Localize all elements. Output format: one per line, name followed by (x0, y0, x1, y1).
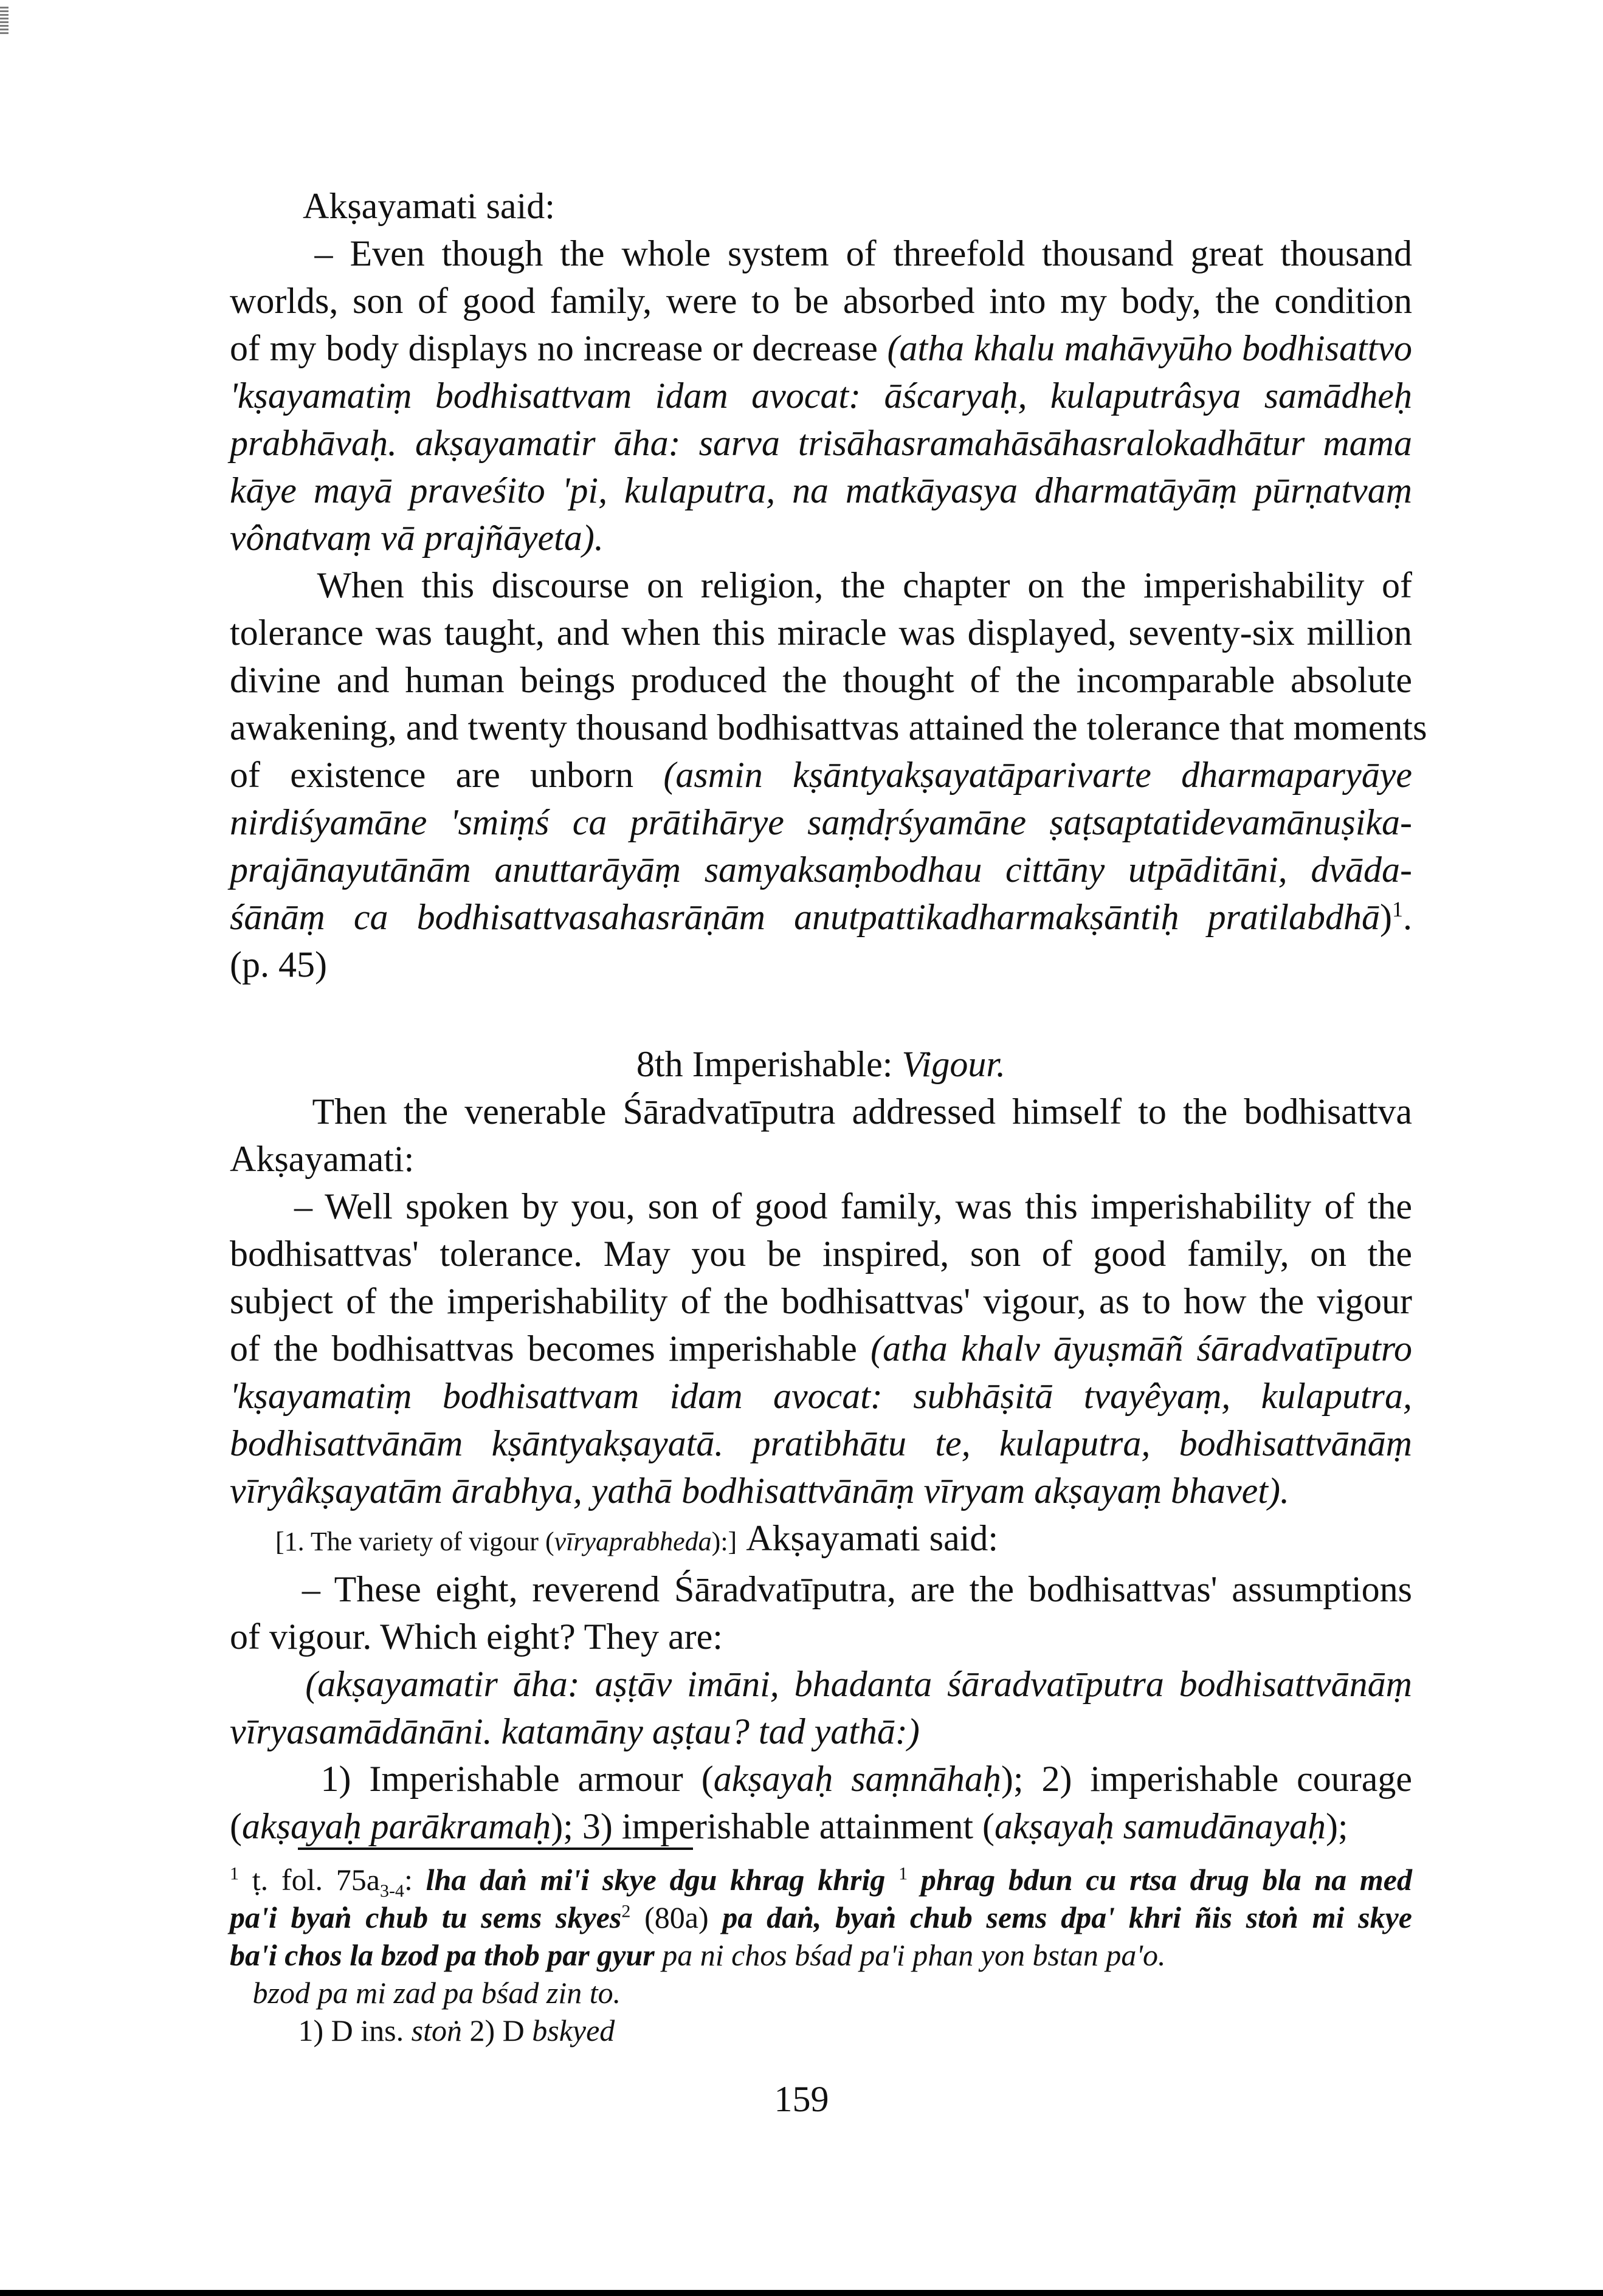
text-run: bodhisattvas' tolerance. May you be inspired, son of good family, on the (230, 1234, 1412, 1274)
text-run: – Even though the whole system of threefold thousand great thousand (230, 233, 1412, 273)
text-line (230, 941, 1412, 988)
text-run: Akṣayamati said: (230, 186, 555, 226)
text-run: ṭ. fol. 75a (239, 1863, 380, 1897)
scan-bottom-edge (0, 2290, 1603, 2296)
text-run: 1) Imperishable armour ( (230, 1759, 714, 1799)
text-run: ( (230, 1806, 242, 1846)
text-run: bzod pa mi zad pa bśad zin to. (230, 1976, 621, 2010)
text-run: śānāṃ ca bodhisattvasahasrāṇām anutpattikadharmakṣāntiḥ pratilabdhā (230, 897, 1381, 937)
text-run: – Well spoken by you, son of good family, was this imperishability of the (230, 1186, 1412, 1226)
footnote-marker: 2 (621, 1901, 631, 1922)
main-text-block-2 (230, 1088, 1412, 1850)
text-line (230, 609, 1412, 656)
footnote-marker: 1 (898, 1863, 908, 1884)
text-line (230, 1230, 1412, 1277)
text-run: vīryasamādānāni. katamāny aṣṭau? tad yathā:) (230, 1711, 920, 1751)
text-line (230, 1755, 1412, 1803)
text-run: nirdiśyamāne 'smiṃś ca prātihārye saṃdṛśyamāne ṣaṭsaptatidevamānuṣika- (230, 802, 1412, 842)
text-run: tolerance was taught, and when this miracle was displayed, seventy-six million (230, 613, 1412, 653)
text-run: akṣayaḥ samudānayaḥ (995, 1806, 1326, 1846)
text-run (230, 1518, 275, 1558)
footnote-separator (298, 1847, 693, 1850)
text-run: vônatvaṃ vā prajñāyeta). (230, 518, 604, 558)
text-line (230, 230, 1412, 277)
text-line (230, 1660, 1412, 1708)
text-run: (p. 45) (230, 944, 327, 985)
text-line (230, 514, 1412, 562)
paragraph (230, 562, 1427, 988)
text-run: divine and human beings produced the thought of the incomparable absolute (230, 660, 1412, 700)
text-run: (80a) (630, 1900, 723, 1934)
text-run: . (1403, 897, 1412, 937)
text-line (230, 846, 1412, 893)
text-line (230, 467, 1412, 514)
text-run: pa daṅ, byaṅ chub sems dpa' khri ñis stoṅ mi skye (722, 1900, 1412, 1934)
footnote-marker: 1 (1392, 897, 1403, 921)
text-run: (atha khalv āyuṣmāñ śāradvatīputro (870, 1328, 1412, 1369)
text-run: (akṣayamatir āha: aṣṭāv imāni, bhadanta śāradvatīputra bodhisattvānāṃ (230, 1664, 1412, 1704)
scan-artifact (0, 5, 9, 34)
text-line (230, 1467, 1412, 1514)
text-run: pa'i byaṅ chub tu sems skyes (230, 1900, 622, 1934)
text-run: awakening, and twenty thousand bodhisattvas attained the tolerance that moments (230, 707, 1427, 748)
text-run: prabhāvaḥ. akṣayamatir āha: sarva trisāhasramahāsāhasralokadhātur mama (230, 423, 1412, 463)
text-run: phrag bdun cu rtsa drug bla na med (908, 1863, 1412, 1897)
paragraph (230, 1755, 1412, 1850)
text-line (230, 419, 1412, 467)
text-line (230, 1613, 1412, 1660)
text-run: akṣayaḥ saṃnāhaḥ (713, 1759, 1001, 1799)
main-text-block-1 (230, 182, 1427, 988)
text-run: akṣayaḥ parākramaḥ (241, 1806, 551, 1846)
text-run: vīryaprabheda (554, 1527, 712, 1556)
text-run: Akṣayamati said: (737, 1518, 999, 1558)
text-run: Then the venerable Śāradvatīputra addressed himself to the bodhisattva (230, 1091, 1412, 1132)
footnote-marker: 1 (230, 1863, 239, 1884)
text-run: worlds, son of good family, were to be absorbed into my body, the condition (230, 281, 1412, 321)
text-run: 'kṣayamatiṃ bodhisattvam idam avocat: subhāṣitā tvayêyaṃ, kulaputra, (230, 1376, 1412, 1416)
paragraph (230, 1088, 1412, 1183)
text-line (230, 1420, 1412, 1467)
text-run: prajānayutānām anuttarāyāṃ samyaksaṃbodhau cittāny utpāditāni, dvāda- (230, 850, 1412, 890)
paragraph (230, 1183, 1412, 1514)
text-line (230, 1277, 1412, 1325)
text-run: kāye mayā praveśito 'pi, kulaputra, na matkāyasya dharmatāyāṃ pūrṇatvaṃ (230, 470, 1412, 510)
section-heading (230, 1040, 1412, 1088)
footnote-line (230, 1899, 1412, 1936)
paragraph (230, 1566, 1412, 1660)
text-run: of existence are unborn (230, 755, 664, 795)
text-run: pa ni chos bśad pa'i phan yon bstan pa'o. (654, 1938, 1166, 1972)
paragraph (230, 182, 1412, 230)
text-line (230, 1325, 1412, 1372)
paragraph (230, 230, 1412, 562)
text-run: bskyed (532, 2013, 615, 2047)
footnote-line (230, 2012, 1412, 2049)
text-run: of the bodhisattvas becomes imperishable (230, 1328, 871, 1369)
text-line (230, 1183, 1412, 1230)
text-run: lha daṅ mi'i skye dgu khrag khrig (426, 1863, 899, 1897)
text-line (230, 1803, 1412, 1850)
text-run: [1. The variety of vigour ( (275, 1527, 554, 1556)
text-run: ba'i chos la bzod pa thob par gyur (230, 1938, 655, 1972)
footnote (230, 1861, 1412, 2049)
text-line (230, 893, 1412, 941)
text-run: When this discourse on religion, the chapter on the imperishability of (230, 565, 1412, 605)
paragraph (230, 1660, 1412, 1755)
text-run: 'kṣayamatiṃ bodhisattvam idam avocat: āścaryaḥ, kulaputrâsya samādheḥ (230, 376, 1412, 416)
text-run: 2) D (461, 2013, 533, 2047)
text-run: Akṣayamati: (230, 1139, 415, 1179)
text-run: 1) D ins. (230, 2013, 412, 2047)
text-run: stoṅ (411, 2013, 462, 2047)
text-line (230, 1372, 1412, 1420)
section-heading-prefix: 8th Imperishable: (636, 1044, 902, 1084)
text-line (230, 1708, 1412, 1755)
text-line (230, 562, 1412, 609)
footnote-line (230, 1974, 1412, 2012)
text-line (230, 799, 1412, 846)
text-run: of my body displays no increase or decrease (230, 328, 888, 368)
text-run: (atha khalu mahāvyūho bodhisattvo (887, 328, 1412, 368)
text-run: ):] (711, 1527, 737, 1556)
text-run: – These eight, reverend Śāradvatīputra, are the bodhisattvas' assumptions (230, 1569, 1412, 1609)
text-line (230, 325, 1412, 372)
text-line (230, 1514, 1412, 1566)
page-body (230, 182, 1427, 1850)
text-run: : (404, 1863, 426, 1897)
footnote-line (230, 1936, 1412, 1974)
subscript: 3-4 (379, 1881, 404, 1901)
text-line (230, 704, 1427, 751)
page-number: 159 (774, 2079, 829, 2119)
text-line (230, 1088, 1412, 1135)
paragraph (230, 1514, 1412, 1566)
text-run: subject of the imperishability of the bodhisattvas' vigour, as to how the vigour (230, 1281, 1412, 1321)
text-run: (asmin kṣāntyakṣayatāparivarte dharmaparyāye (663, 755, 1412, 795)
text-line (230, 656, 1412, 704)
text-run: ); (1325, 1806, 1348, 1846)
text-run: ) (1380, 897, 1392, 937)
text-line (230, 372, 1412, 419)
footnote-line (230, 1861, 1412, 1899)
text-run: ); 2) imperishable courage (1001, 1759, 1413, 1799)
text-run: vīryâkṣayatām ārabhya, yathā bodhisattvānāṃ vīryam akṣayaṃ bhavet). (230, 1471, 1289, 1511)
text-line (230, 1135, 1412, 1183)
text-run: bodhisattvānām kṣāntyakṣayatā. pratibhātu te, kulaputra, bodhisattvānāṃ (230, 1423, 1412, 1463)
text-run: of vigour. Which eight? They are: (230, 1617, 723, 1657)
text-line (230, 182, 1412, 230)
section-heading-title: Vigour. (901, 1044, 1006, 1084)
text-line (230, 1566, 1412, 1613)
text-run: ); 3) imperishable attainment ( (551, 1806, 995, 1846)
text-line (230, 277, 1412, 325)
text-line (230, 751, 1412, 799)
